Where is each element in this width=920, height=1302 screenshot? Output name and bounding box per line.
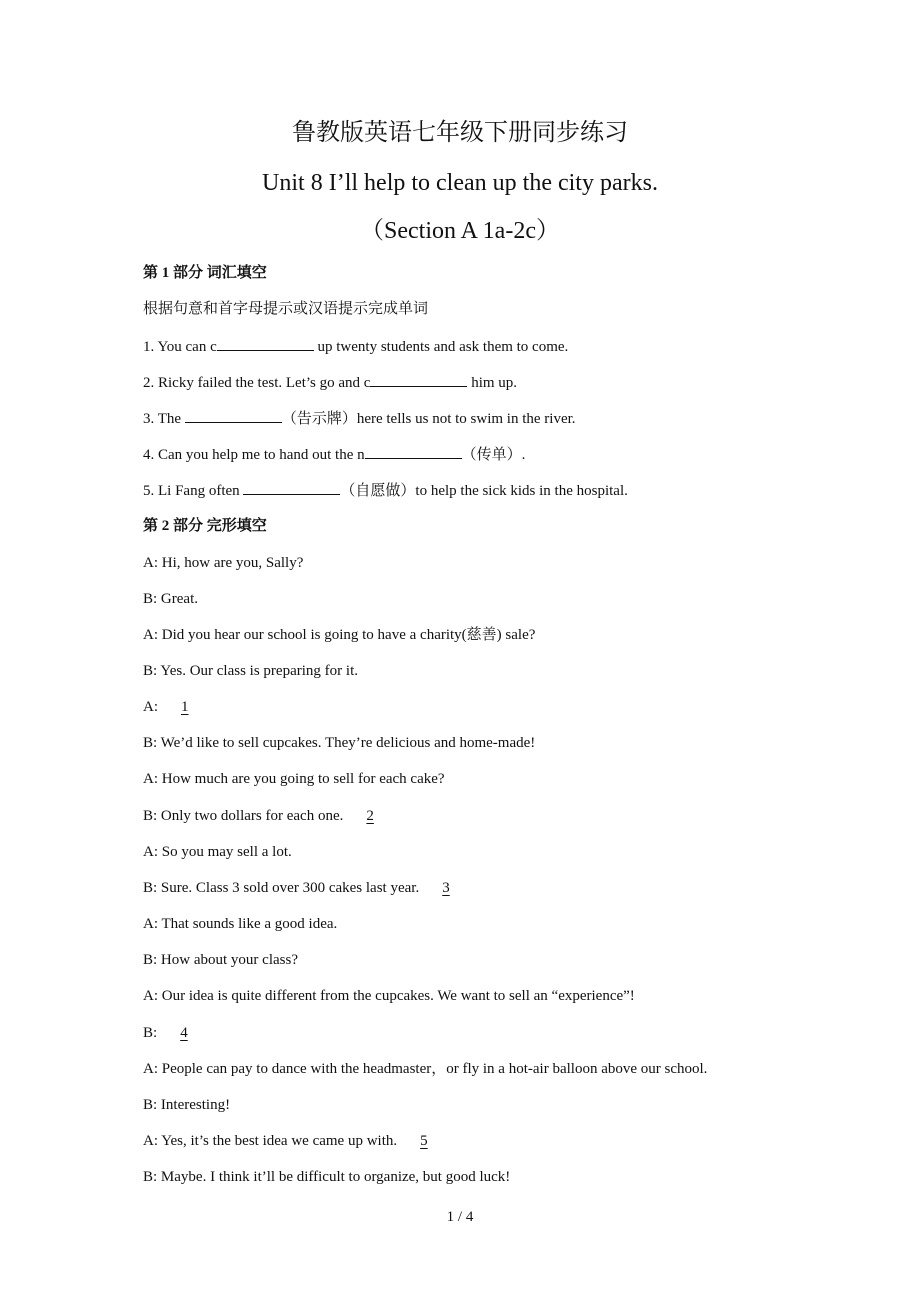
dialogue-line: A: Did you hear our school is going to have a charity(慈善) sale? <box>143 627 536 643</box>
answer-blank[interactable] <box>217 336 314 351</box>
question-text: 3. The <box>143 411 185 427</box>
unit-title: Unit 8 I’ll help to clean up the city parks. <box>262 170 658 196</box>
dialogue-line: A: Our idea is quite different from the cupcakes. We want to sell an “experience”! <box>143 988 635 1004</box>
question-text: up twenty students and ask them to come. <box>313 339 569 355</box>
dialogue-line: A: How much are you going to sell for each cake? <box>143 771 445 787</box>
cloze-blank-3[interactable]: 3 <box>442 880 450 896</box>
vocab-question-2 <box>143 372 517 393</box>
dialogue-line: A: That sounds like a good idea. <box>143 916 338 932</box>
question-text: 4. Can you help me to hand out the n <box>143 447 365 463</box>
cloze-blank-1[interactable]: 1 <box>181 699 189 715</box>
document-title: 鲁教版英语七年级下册同步练习 <box>292 120 628 146</box>
dialogue-line: A: So you may sell a lot. <box>143 844 292 860</box>
dialogue-text: B: <box>143 1025 161 1041</box>
dialogue-text: A: Yes, it’s the best idea we came up with. <box>143 1133 401 1149</box>
question-text: （告示牌）here tells us not to swim in the river. <box>281 411 576 427</box>
part2-heading: 第 2 部分 完形填空 <box>143 518 267 534</box>
answer-blank[interactable] <box>365 444 462 459</box>
answer-blank[interactable] <box>370 372 467 387</box>
dialogue-line-blank-5 <box>143 1131 447 1151</box>
cloze-blank-4[interactable]: 4 <box>180 1025 188 1041</box>
dialogue-line-blank-3 <box>143 878 469 898</box>
part1-heading: 第 1 部分 词汇填空 <box>143 265 267 281</box>
dialogue-line: B: Yes. Our class is preparing for it. <box>143 663 358 679</box>
section-title: （Section A 1a-2c） <box>360 218 560 244</box>
dialogue-line-blank-1 <box>143 697 208 717</box>
dialogue-line: A: People can pay to dance with the headmaster，or fly in a hot-air balloon above our school. <box>143 1061 708 1077</box>
question-text: （自愿做）to help the sick kids in the hospital. <box>340 483 628 499</box>
cloze-blank-2[interactable]: 2 <box>366 808 374 824</box>
question-text: 1. You can c <box>143 339 217 355</box>
dialogue-line: B: Interesting! <box>143 1097 231 1113</box>
dialogue-text: B: Sure. Class 3 sold over 300 cakes last year. <box>143 880 423 896</box>
answer-blank[interactable] <box>243 480 340 495</box>
vocab-question-1 <box>143 336 568 357</box>
dialogue-line: A: Hi, how are you, Sally? <box>143 555 304 571</box>
question-text: （传单）. <box>461 447 526 463</box>
dialogue-line-blank-2 <box>143 806 393 826</box>
dialogue-line: B: Maybe. I think it’ll be difficult to organize, but good luck! <box>143 1169 511 1185</box>
answer-blank[interactable] <box>185 408 282 423</box>
dialogue-text: B: Only two dollars for each one. <box>143 808 348 824</box>
page-number: 1 / 4 <box>446 1209 474 1225</box>
question-text: 5. Li Fang often <box>143 483 244 499</box>
vocab-question-5 <box>143 480 628 501</box>
dialogue-line-blank-4 <box>143 1023 207 1043</box>
dialogue-line: B: We’d like to sell cupcakes. They’re delicious and home-made! <box>143 735 536 751</box>
vocab-question-3 <box>143 408 576 429</box>
question-text: him up. <box>467 375 518 391</box>
part1-instruction: 根据句意和首字母提示或汉语提示完成单词 <box>143 301 429 317</box>
cloze-blank-5[interactable]: 5 <box>420 1133 428 1149</box>
dialogue-text: A: <box>143 699 162 715</box>
vocab-question-4 <box>143 444 525 465</box>
question-text: 2. Ricky failed the test. Let’s go and c <box>143 375 371 391</box>
dialogue-line: B: How about your class? <box>143 952 298 968</box>
dialogue-line: B: Great. <box>143 591 198 607</box>
